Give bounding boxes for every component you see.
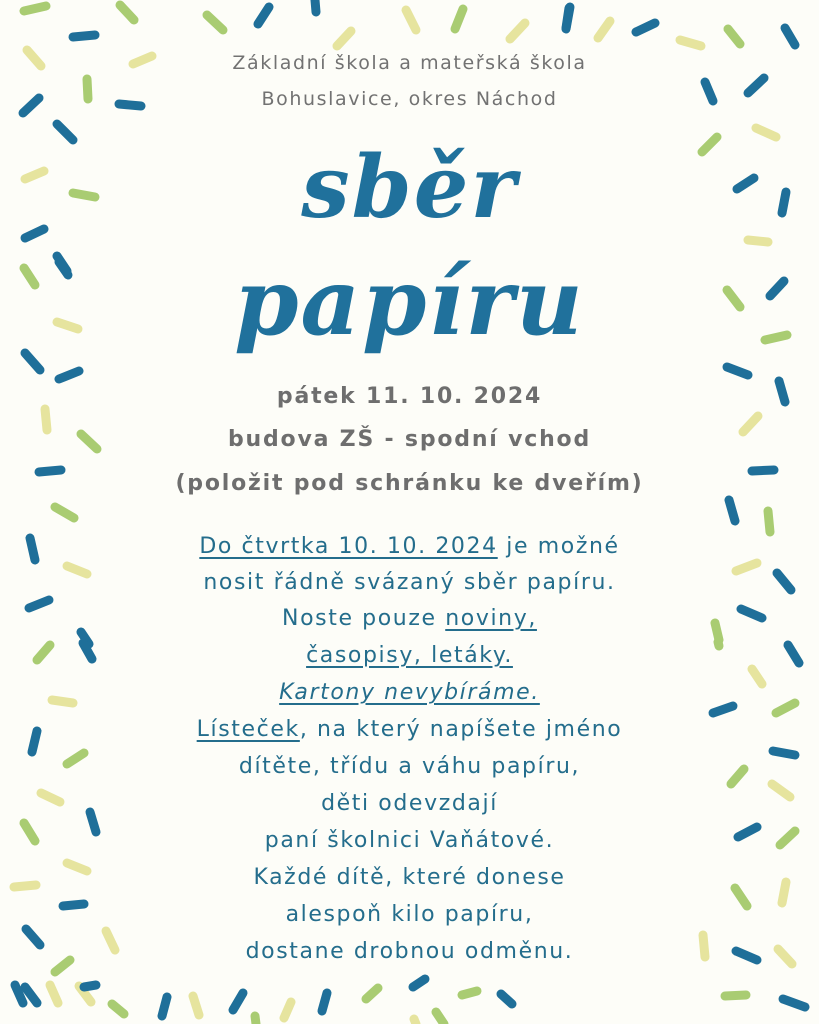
body-line-12: dostane drobnou odměnu. [245,939,574,964]
body-line-11: alespoň kilo papíru, [285,902,534,927]
cardboard-notice: Kartony nevybíráme. [279,680,540,705]
headline-line2: papíru [234,248,585,356]
body-line-7: dítěte, třídu a váhu papíru, [238,754,581,779]
body-line-6-rest: , na který napíšete jméno [299,717,623,742]
deadline-text: Do čtvrtka 10. 10. 2024 [199,534,498,559]
body-line-8: děti odevzdají [321,791,498,816]
body-line-3 [0,606,819,631]
body-line-3-plain: Noste pouze [282,606,446,631]
event-place: budova ZŠ - spodní vchod [227,427,592,452]
body-line-2: nosit řádně svázaný sběr papíru. [203,570,616,595]
body-line-5 [0,680,819,705]
body-line-1 [0,534,819,559]
headline-line1: sběr [301,137,518,238]
body-line-1-rest: je možné [497,534,620,559]
event-date: pátek 11. 10. 2024 [276,384,543,409]
body-line-6 [0,717,819,742]
accepted-items-1: noviny, [445,606,537,631]
school-name-line2: Bohuslavice, okres Náchod [261,88,558,110]
body-line-4 [0,643,819,668]
slip-label: Lísteček [196,717,300,742]
accepted-items-2: časopisy, letáky. [306,643,513,668]
event-note: (položit pod schránku ke dveřím) [175,471,644,496]
body-line-10: Každé dítě, které donese [253,865,566,890]
body-line-9: paní školnici Vaňátové. [264,828,555,853]
school-name-line1: Základní škola a mateřská škola [232,52,587,74]
